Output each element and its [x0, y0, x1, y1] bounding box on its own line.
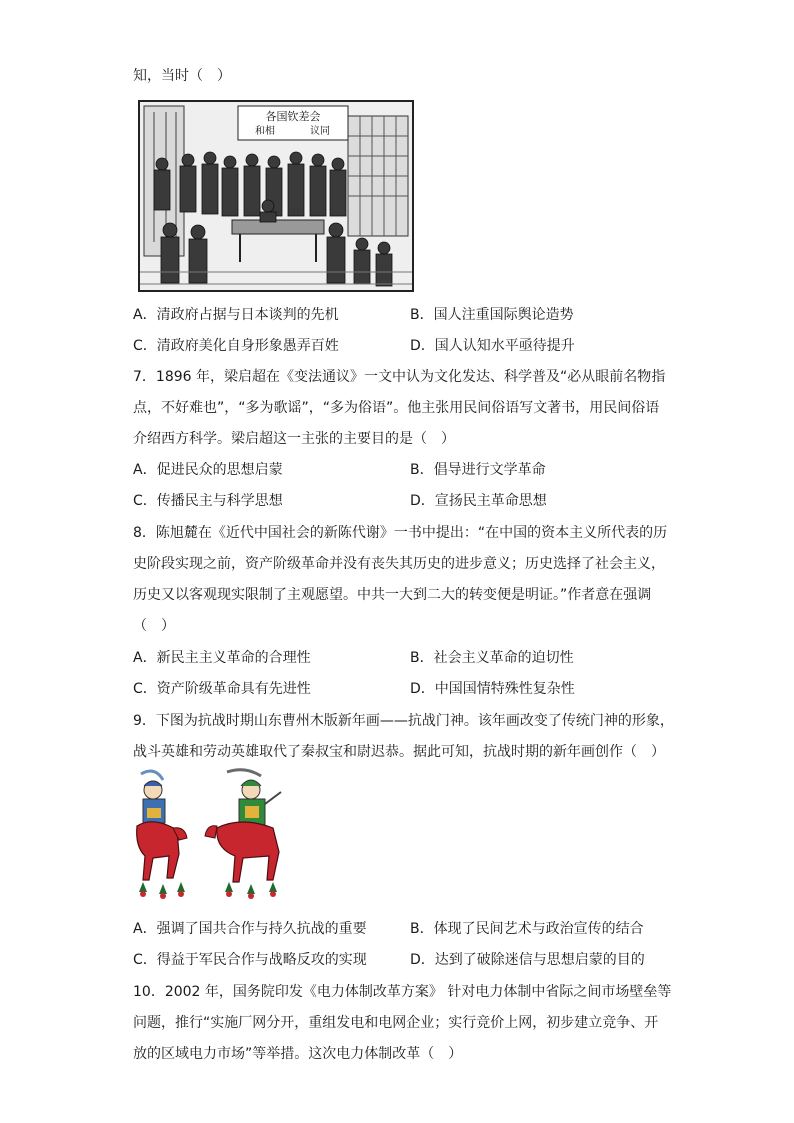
woodcut-caption-right: 议同: [310, 126, 330, 137]
q6-question-tail: 知，当时（ ）: [133, 68, 231, 84]
q7-stem-line-3: 介绍西方科学。梁启超这一主张的主要目的是（ ）: [133, 431, 455, 447]
q6-option-c[interactable]: C．清政府美化自身形象愚弄百姓: [133, 338, 339, 354]
q6-option-a[interactable]: A．清政府占据与日本谈判的先机: [133, 307, 339, 323]
q9-option-a[interactable]: A．强调了国共合作与持久抗战的重要: [133, 921, 367, 937]
q8-option-d[interactable]: D．中国国情特殊性复杂性: [410, 681, 575, 697]
q8-stem-line-4: （ ）: [133, 618, 175, 634]
woodcut-caption-left: 和相: [255, 126, 275, 137]
q8-stem-line-2: 史阶段实现之前，资产阶级革命并没有丧失其历史的进步意义；历史选择了社会主义，: [133, 556, 665, 572]
q8-stem-line-3: 历史又以客观现实限制了主观愿望。中共一大到二大的转变便是明证。”作者意在强调: [133, 587, 652, 603]
q7-stem-line-1: 7．1896 年，梁启超在《变法通议》一文中认为文化发达、科学普及“必从眼前名物指: [133, 369, 666, 385]
q7-option-b[interactable]: B．倡导进行文学革命: [410, 462, 546, 478]
right-door-god-figure: [205, 770, 281, 899]
q7-option-d[interactable]: D．宣扬民主革命思想: [410, 493, 547, 509]
q7-stem-line-2: 点，不好难也”，“多为歌谣”，“多为俗语”。他主张用民间俗语写文著书，用民间俗语: [133, 400, 660, 416]
q7-option-a[interactable]: A．促进民众的思想启蒙: [133, 462, 283, 478]
q8-option-c[interactable]: C．资产阶级革命具有先进性: [133, 681, 311, 697]
q6-option-d[interactable]: D．国人认知水平亟待提升: [410, 338, 575, 354]
q10-stem-line-3: 放的区域电力市场”等举措。这次电力体制改革（ ）: [133, 1046, 463, 1062]
q9-option-d[interactable]: D．达到了破除迷信与思想启蒙的目的: [410, 952, 645, 968]
q8-option-a[interactable]: A．新民主主义革命的合理性: [133, 650, 311, 666]
q9-door-god-nianhua: [133, 768, 295, 910]
q8-stem-line-1: 8．陈旭麓在《近代中国社会的新陈代谢》一书中提出：“在中国的资本主义所代表的历: [133, 525, 668, 541]
q8-option-b[interactable]: B．社会主义革命的迫切性: [410, 650, 574, 666]
q9-option-c[interactable]: C．得益于军民合作与战略反攻的实现: [133, 952, 367, 968]
q10-stem-line-1: 10．2002 年，国务院印发《电力体制改革方案》 针对电力体制中省际之间市场壁垒等: [133, 984, 672, 1000]
q9-option-b[interactable]: B．体现了民间艺术与政治宣传的结合: [410, 921, 644, 937]
q9-stem-line-2: 战斗英雄和劳动英雄取代了秦叔宝和尉迟恭。据此可知，抗战时期的新年画创作（ ）: [133, 744, 665, 760]
q9-stem-line-1: 9．下图为抗战时期山东曹州木版新年画——抗战门神。该年画改变了传统门神的形象，: [133, 713, 674, 729]
q6-option-b[interactable]: B．国人注重国际舆论造势: [410, 307, 574, 323]
q6-woodcut-illustration: [138, 100, 414, 292]
left-door-god-figure: [137, 771, 187, 899]
nianhua-drawing: [133, 768, 295, 910]
woodcut-drawing: [140, 102, 412, 290]
q7-option-c[interactable]: C．传播民主与科学思想: [133, 493, 283, 509]
q10-stem-line-2: 问题，推行“实施厂网分开，重组发电和电网企业；实行竞价上网，初步建立竞争、开: [133, 1015, 659, 1031]
woodcut-caption-top: 各国钦差会: [265, 110, 321, 123]
